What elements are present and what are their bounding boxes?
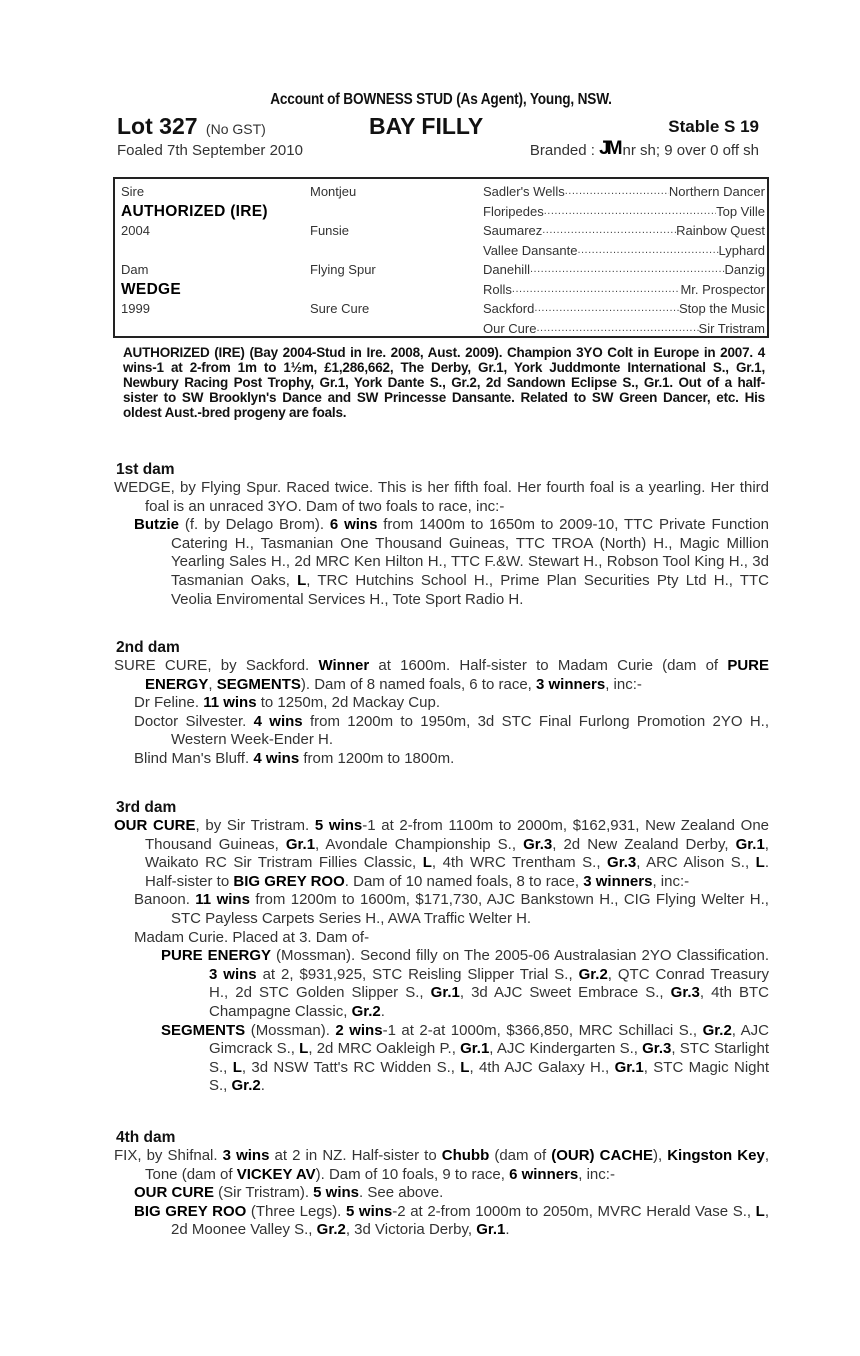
lot-number <box>117 112 266 143</box>
ped-c3 <box>483 299 765 319</box>
winners: 6 winners <box>509 1165 579 1183</box>
fourth-dam-section <box>113 1129 769 1240</box>
sex-colour: BAY FILLY <box>369 113 484 139</box>
section-heading: 3rd dam <box>116 799 177 816</box>
horse-name: Butzie <box>134 516 179 534</box>
ped-c2: Funsie <box>310 223 350 238</box>
horse-name: Doctor Silvester. <box>134 712 254 730</box>
horse-name: SEGMENTS <box>216 675 301 693</box>
ped-c3-right: Danzig <box>724 262 765 277</box>
ped-c1: Sire <box>121 184 145 199</box>
text: , Tone (dam of <box>145 1147 769 1183</box>
horse-name: SEGMENTS <box>161 1021 246 1039</box>
text: ). Dam of 8 named foals, 6 to race, <box>300 675 536 693</box>
text: at 1600m. Half-sister to Madam Curie (dam of <box>369 657 728 674</box>
horse-name: OUR CURE <box>114 817 196 834</box>
sire-name: AUTHORIZED (IRE) <box>121 202 268 220</box>
text: , 4th WRC Trentham S., <box>431 854 608 872</box>
horse-name: (OUR) CACHE <box>551 1147 653 1164</box>
text: from 1200m to 1950m, 3d STC Final Furlong Promotion 2YO H., Western Week-Ender H. <box>171 712 770 749</box>
horse-name: Dr Feline. <box>134 694 204 712</box>
dam-paragraph <box>113 1147 769 1184</box>
progeny-entry <box>113 891 769 928</box>
progeny-entry <box>113 1022 769 1096</box>
grade-badge: Gr.1 <box>614 1058 644 1076</box>
grade-badge: Gr.2 <box>316 1221 346 1239</box>
pedigree-row <box>121 319 765 339</box>
grade-badge: Gr.1 <box>430 984 460 1002</box>
ped-c1: 2004 <box>121 223 150 238</box>
horse-name: Banoon. <box>134 891 196 909</box>
wins: 3 wins <box>222 1147 270 1164</box>
text: , 3d Victoria Derby, <box>345 1221 477 1239</box>
text: (Mossman). <box>245 1021 336 1039</box>
ped-c3-right: Lyphard <box>718 242 765 258</box>
text: , STC Starlight S., <box>209 1040 769 1076</box>
section-heading: 4th dam <box>116 1129 176 1146</box>
text: , inc:- <box>578 1165 615 1183</box>
ped-c3-left: Our Cure <box>483 320 537 336</box>
text: (Three Legs). <box>246 1202 346 1220</box>
ped-c2: Flying Spur <box>310 262 376 277</box>
text: , by Sir Tristram. <box>195 817 315 834</box>
text: . Dam of 10 named foals, 8 to race, <box>344 872 584 890</box>
ped-c2: Montjeu <box>310 184 357 199</box>
text: , Waikato RC Sir Tristram Fillies Classic, <box>145 835 769 872</box>
dam-paragraph <box>113 817 769 891</box>
vendor-account: Account of BOWNESS STUD (As Agent), Young, NSW. <box>270 91 612 108</box>
ped-c3 <box>483 221 765 241</box>
leader-dots <box>577 241 718 261</box>
text: (f. by Delago Brom). <box>179 516 330 534</box>
pedigree-row <box>121 202 765 222</box>
dam-paragraph <box>113 657 769 694</box>
progeny-entry <box>113 1203 769 1240</box>
pedigree-row <box>121 260 765 280</box>
ped-c3 <box>483 182 765 202</box>
text: , ARC Alison S., <box>636 854 756 872</box>
ped-c1: Dam <box>121 262 149 277</box>
text: , QTC Conrad Treasury H., 2d STC Golden Slipper S., <box>209 965 769 1002</box>
section-heading: 1st dam <box>116 461 175 478</box>
text: at 2, $931,925, STC Reisling Slipper Trial S., <box>256 965 579 983</box>
grade-badge: Gr.3 <box>642 1040 672 1058</box>
pedigree-row <box>121 280 765 300</box>
text: , 2d Moonee Valley S., <box>171 1202 769 1239</box>
winners: 3 winners <box>583 872 653 890</box>
text: . <box>505 1221 510 1239</box>
ped-c3-left: Sackford <box>483 301 535 316</box>
pedigree-row <box>121 299 765 319</box>
leader-dots <box>536 319 698 339</box>
text: (Mossman). Second filly on The 2005-06 Australasian 2YO Classification. <box>271 947 769 965</box>
leader-dots <box>542 221 676 241</box>
ped-c3-right: Mr. Prospector <box>680 281 765 297</box>
progeny-entry <box>113 516 769 609</box>
third-dam-section <box>113 799 769 1096</box>
horse-name: PURE ENERGY <box>145 657 770 693</box>
foal-line <box>113 140 769 164</box>
branded-details: nr sh; 9 over 0 off sh <box>622 142 759 159</box>
text: , 4th BTC Champagne Classic, <box>209 984 769 1020</box>
text: from 1200m to 1800m. <box>299 749 455 767</box>
ped-c3-right: Northern Dancer <box>668 184 765 199</box>
leader-dots <box>530 260 725 280</box>
text: to 1250m, 2d Mackay Cup. <box>256 694 440 712</box>
text: , TRC Hutchins School H., Prime Plan Securities Pty Ltd H., TTC Veolia Enviromental Services H., Tote Sport Radio H. <box>171 571 769 608</box>
text: (dam of <box>489 1147 552 1164</box>
grade-badge: Gr.2 <box>231 1077 261 1095</box>
wins: 6 wins <box>329 516 378 534</box>
listed-badge: L <box>297 571 307 589</box>
brand-mark-icon: JM <box>599 138 620 159</box>
wins: Winner <box>318 657 370 674</box>
text: . <box>380 1002 385 1020</box>
text: from 1400m to 1650m to 2009-10, TTC Private Function Catering H., Tasmanian One Thousand Guineas, TTC TROA (North) H., Magic Million Yearling Sales H., 2d MRC Ken Hilton H., TTC F.&W. Stewart H., Robson Tool King H., 3d Tasmanian Oaks, <box>171 516 770 589</box>
text: ), <box>652 1147 668 1164</box>
listed-badge: L <box>232 1058 242 1076</box>
ped-c3 <box>483 260 765 280</box>
pedigree-row <box>121 221 765 241</box>
text: (Sir Tristram). <box>214 1184 314 1202</box>
ped-c3-right: Stop the Music <box>679 301 765 316</box>
pedigree-box <box>113 177 769 338</box>
ped-c3-left: Rolls <box>483 281 512 297</box>
wins: 5 wins <box>314 817 363 834</box>
leader-dots <box>534 299 679 319</box>
text: , AJC Gimcrack S., <box>209 1021 769 1058</box>
brand-info <box>529 138 759 159</box>
text: , STC Magic Night S., <box>209 1058 770 1095</box>
wins: 2 wins <box>335 1021 383 1039</box>
text: SURE CURE, by Sackford. <box>114 657 319 674</box>
grade-badge: Gr.2 <box>578 965 608 983</box>
text: , 2d New Zealand Derby, <box>552 835 736 853</box>
grade-badge: Gr.3 <box>607 854 637 872</box>
wins: 3 wins <box>209 965 257 983</box>
text: FIX, by Shifnal. <box>114 1147 223 1164</box>
ped-c3-left: Saumarez <box>483 223 543 238</box>
wins: 5 wins <box>313 1184 360 1202</box>
progeny-entry <box>113 947 769 1021</box>
text: at 2 in NZ. Half-sister to <box>269 1147 442 1164</box>
grade-badge: Gr.1 <box>735 835 765 853</box>
pedigree-row <box>121 182 765 202</box>
gst-note: (No GST) <box>205 121 266 137</box>
horse-name: Chubb <box>441 1147 490 1164</box>
ped-c3 <box>483 202 765 222</box>
ped-c3-left: Sadler's Wells <box>483 184 565 199</box>
listed-badge: L <box>460 1058 470 1076</box>
grade-badge: Gr.3 <box>523 835 553 853</box>
text: , Avondale Championship S., <box>315 835 524 853</box>
text: , 4th AJC Galaxy H., <box>469 1058 615 1076</box>
horse-name: BIG GREY ROO <box>134 1202 247 1220</box>
text: -1 at 2-at 1000m, $366,850, MRC Schillaci S., <box>382 1021 703 1039</box>
horse-name: OUR CURE <box>134 1184 215 1202</box>
wins: 4 wins <box>253 749 300 767</box>
listed-badge: L <box>299 1040 309 1058</box>
progeny-entry <box>113 694 769 713</box>
pedigree-row <box>121 241 765 261</box>
listed-badge: L <box>755 854 765 872</box>
text: , 2d MRC Oakleigh P., <box>308 1040 461 1058</box>
wins: 11 wins <box>203 694 257 712</box>
wins: 4 wins <box>253 712 303 730</box>
text: -2 at 2-from 1000m to 2050m, MVRC Herald Vase S., <box>392 1202 756 1220</box>
text: -1 at 2-from 1100m to 2000m, $162,931, New Zealand One Thousand Guineas, <box>145 817 769 853</box>
text: , 3d AJC Sweet Embrace S., <box>459 984 671 1002</box>
foaled-date: Foaled 7th September 2010 <box>117 142 303 159</box>
progeny-entry <box>113 750 769 769</box>
horse-name: Blind Man's Bluff. <box>134 749 254 767</box>
text: , inc:- <box>652 872 690 890</box>
progeny-entry <box>113 713 769 750</box>
text: , <box>208 675 217 693</box>
ped-c3 <box>483 241 765 261</box>
horse-name: VICKEY AV <box>236 1165 316 1183</box>
branded-label: Branded : <box>529 142 595 159</box>
ped-c3 <box>483 280 765 300</box>
grade-badge: Gr.2 <box>702 1021 732 1039</box>
grade-badge: Gr.1 <box>476 1221 506 1239</box>
lot-number-text: Lot 327 <box>117 113 198 139</box>
ped-c2: Sure Cure <box>310 301 370 316</box>
dam-paragraph: WEDGE, by Flying Spur. Raced twice. This is her fifth foal. Her fourth foal is a yearling. Her third foal is an unraced 3YO. Dam of two foals to race, inc:- <box>114 479 769 515</box>
horse-name: Kingston Key <box>667 1147 765 1164</box>
ped-c3-right: Top Ville <box>716 203 765 219</box>
grade-badge: Gr.1 <box>460 1040 490 1058</box>
text: . See above. <box>359 1184 444 1202</box>
second-dam-section <box>113 639 769 769</box>
catalogue-page <box>113 90 770 1239</box>
grade-badge: Gr.1 <box>285 835 316 853</box>
ped-c1: 1999 <box>121 301 150 316</box>
section-heading: 2nd dam <box>116 639 180 656</box>
first-dam-section <box>113 461 769 609</box>
wins: 11 wins <box>195 891 250 909</box>
horse-name: BIG GREY ROO <box>233 872 345 890</box>
ped-c3 <box>483 319 765 339</box>
leader-dots <box>512 280 681 300</box>
ped-c3-left: Floripedes <box>483 203 544 219</box>
text: , AJC Kindergarten S., <box>489 1040 643 1058</box>
ped-c3-right: Sir Tristram <box>698 320 765 336</box>
grade-badge: Gr.3 <box>670 984 700 1002</box>
progeny-entry: Madam Curie. Placed at 3. Dam of- <box>134 928 370 946</box>
grade-badge: Gr.2 <box>351 1002 381 1020</box>
text: . Half-sister to <box>145 854 770 890</box>
sire-summary: AUTHORIZED (IRE) (Bay 2004-Stud in Ire. 2008, Aust. 2009). Champion 3YO Colt in Europe in 2007. 4 wins-1 at 2-from 1m to 1½m, £1,286,662, The Derby, Gr.1, York Juddmonte International S., Gr.1, Newbury Racing Post Trophy, Gr.1, York Dante S., Gr.2, 2d Sandown Eclipse S., Gr.1. Out of a half-sister to SW Brooklyn's Dance and SW Princesse Dansante. Related to SW Green Dancer, etc. His oldest Aust.-bred progeny are foals. <box>123 345 765 420</box>
text: ). Dam of 10 foals, 9 to race, <box>315 1165 510 1183</box>
ped-c3-right: Rainbow Quest <box>676 223 765 238</box>
ped-c3-left: Danehill <box>483 262 530 277</box>
listed-badge: L <box>422 854 432 872</box>
leader-dots <box>544 202 716 222</box>
listed-badge: L <box>755 1202 765 1220</box>
text: from 1200m to 1600m, $171,730, AJC Bankstown H., CIG Flying Welter H., STC Payless Carpets Series H., AWA Traffic Welter H. <box>171 891 769 927</box>
wins: 5 wins <box>345 1202 393 1220</box>
text: , 3d NSW Tatt's RC Widden S., <box>241 1058 461 1076</box>
text: . <box>260 1077 265 1095</box>
leader-dots <box>565 182 669 202</box>
progeny-entry <box>113 1184 769 1203</box>
stable-number: Stable S 19 <box>668 117 759 136</box>
horse-name: PURE ENERGY <box>161 947 271 965</box>
ped-c3-left: Vallee Dansante <box>483 242 578 258</box>
lot-line <box>113 112 769 140</box>
text: , inc:- <box>605 675 642 693</box>
winners: 3 winners <box>536 675 606 693</box>
dam-name: WEDGE <box>121 280 182 298</box>
